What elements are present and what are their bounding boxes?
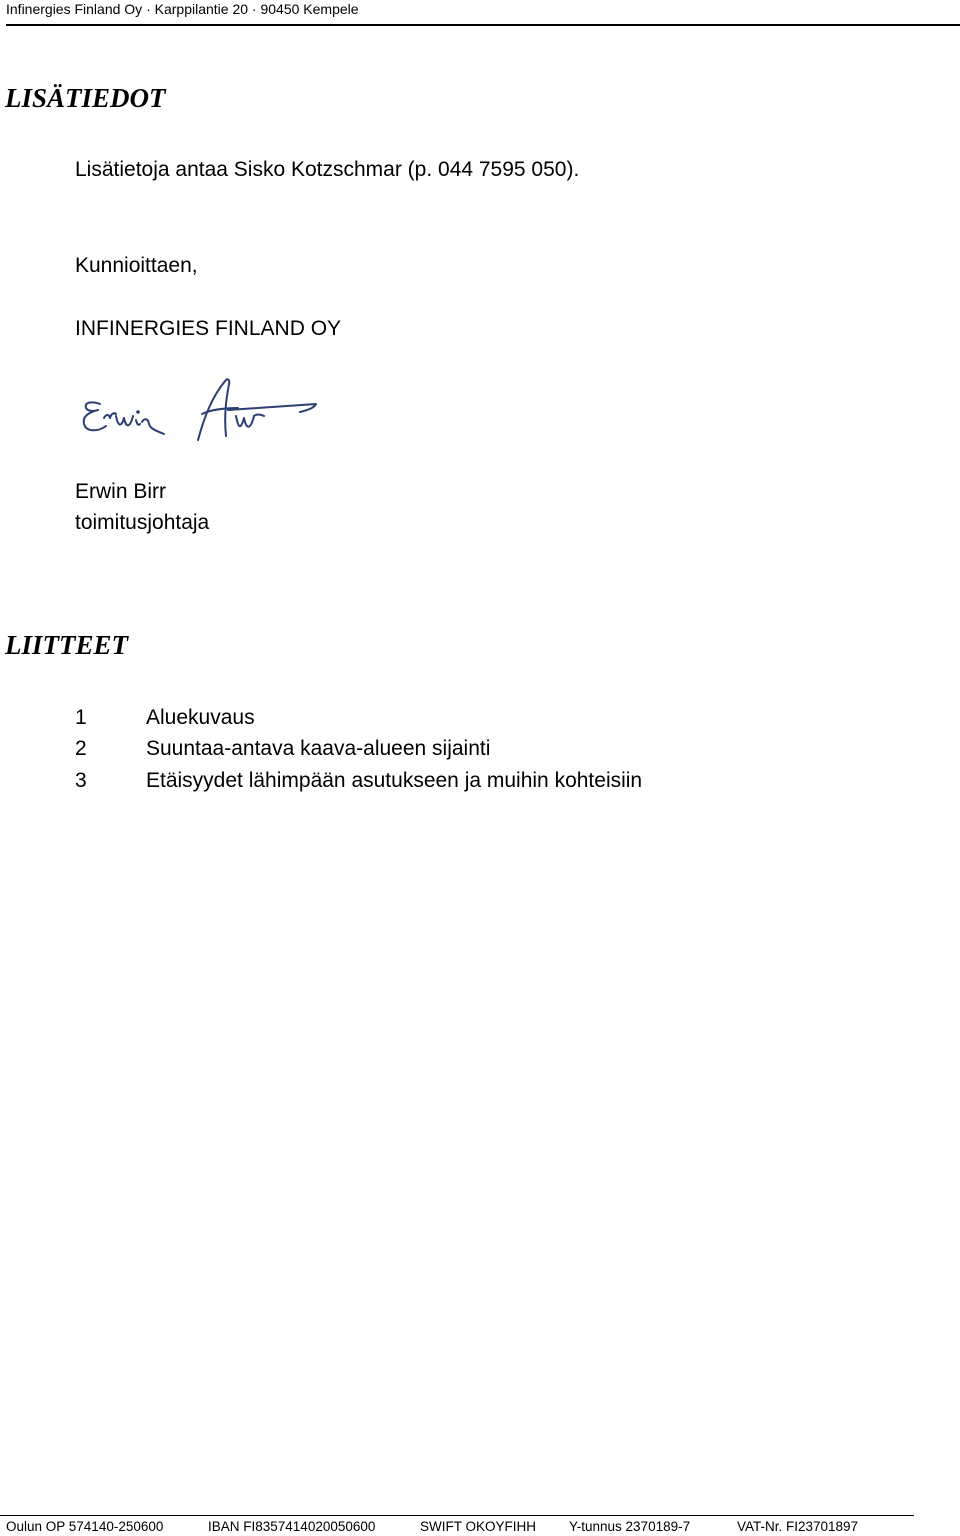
attachment-label: Etäisyydet lähimpään asutukseen ja muihin kohteisiin xyxy=(146,769,643,792)
footer-iban: IBAN FI8357414020050600 xyxy=(208,1519,376,1534)
footer-swift: SWIFT OKOYFIHH xyxy=(420,1519,537,1534)
attachment-item xyxy=(75,705,775,733)
liitteet-heading: LIITTEET xyxy=(5,630,129,660)
footer-business-id: Y-tunnus 2370189-7 xyxy=(569,1519,691,1534)
attachment-number: 1 xyxy=(75,706,87,729)
attachment-label: Suuntaa-antava kaava-alueen sijainti xyxy=(146,737,491,760)
footer-bank: Oulun OP 574140-250600 xyxy=(6,1519,164,1534)
signer-title: toimitusjohtaja xyxy=(75,511,210,534)
attachment-number: 2 xyxy=(75,737,87,760)
signature-image xyxy=(78,374,323,446)
signer-name: Erwin Birr xyxy=(75,480,167,503)
header-divider xyxy=(6,24,960,26)
attachment-item xyxy=(75,768,775,796)
footer-vat: VAT-Nr. FI23701897 xyxy=(737,1519,859,1534)
contact-info: Lisätietoja antaa Sisko Kotzschmar (p. 044 7595 050). xyxy=(75,158,580,181)
salutation: Kunnioittaen, xyxy=(75,254,198,277)
attachment-item xyxy=(75,736,775,764)
attachment-number: 3 xyxy=(75,769,87,792)
letterhead-address: Infinergies Finland Oy · Karppilantie 20 · 90450 Kempele xyxy=(6,1,359,17)
attachment-label: Aluekuvaus xyxy=(146,706,255,729)
company-name: INFINERGIES FINLAND OY xyxy=(75,317,342,340)
footer-bar xyxy=(6,1518,956,1536)
lisatiedot-heading: LISÄTIEDOT xyxy=(5,83,166,113)
footer-divider xyxy=(0,1515,914,1516)
